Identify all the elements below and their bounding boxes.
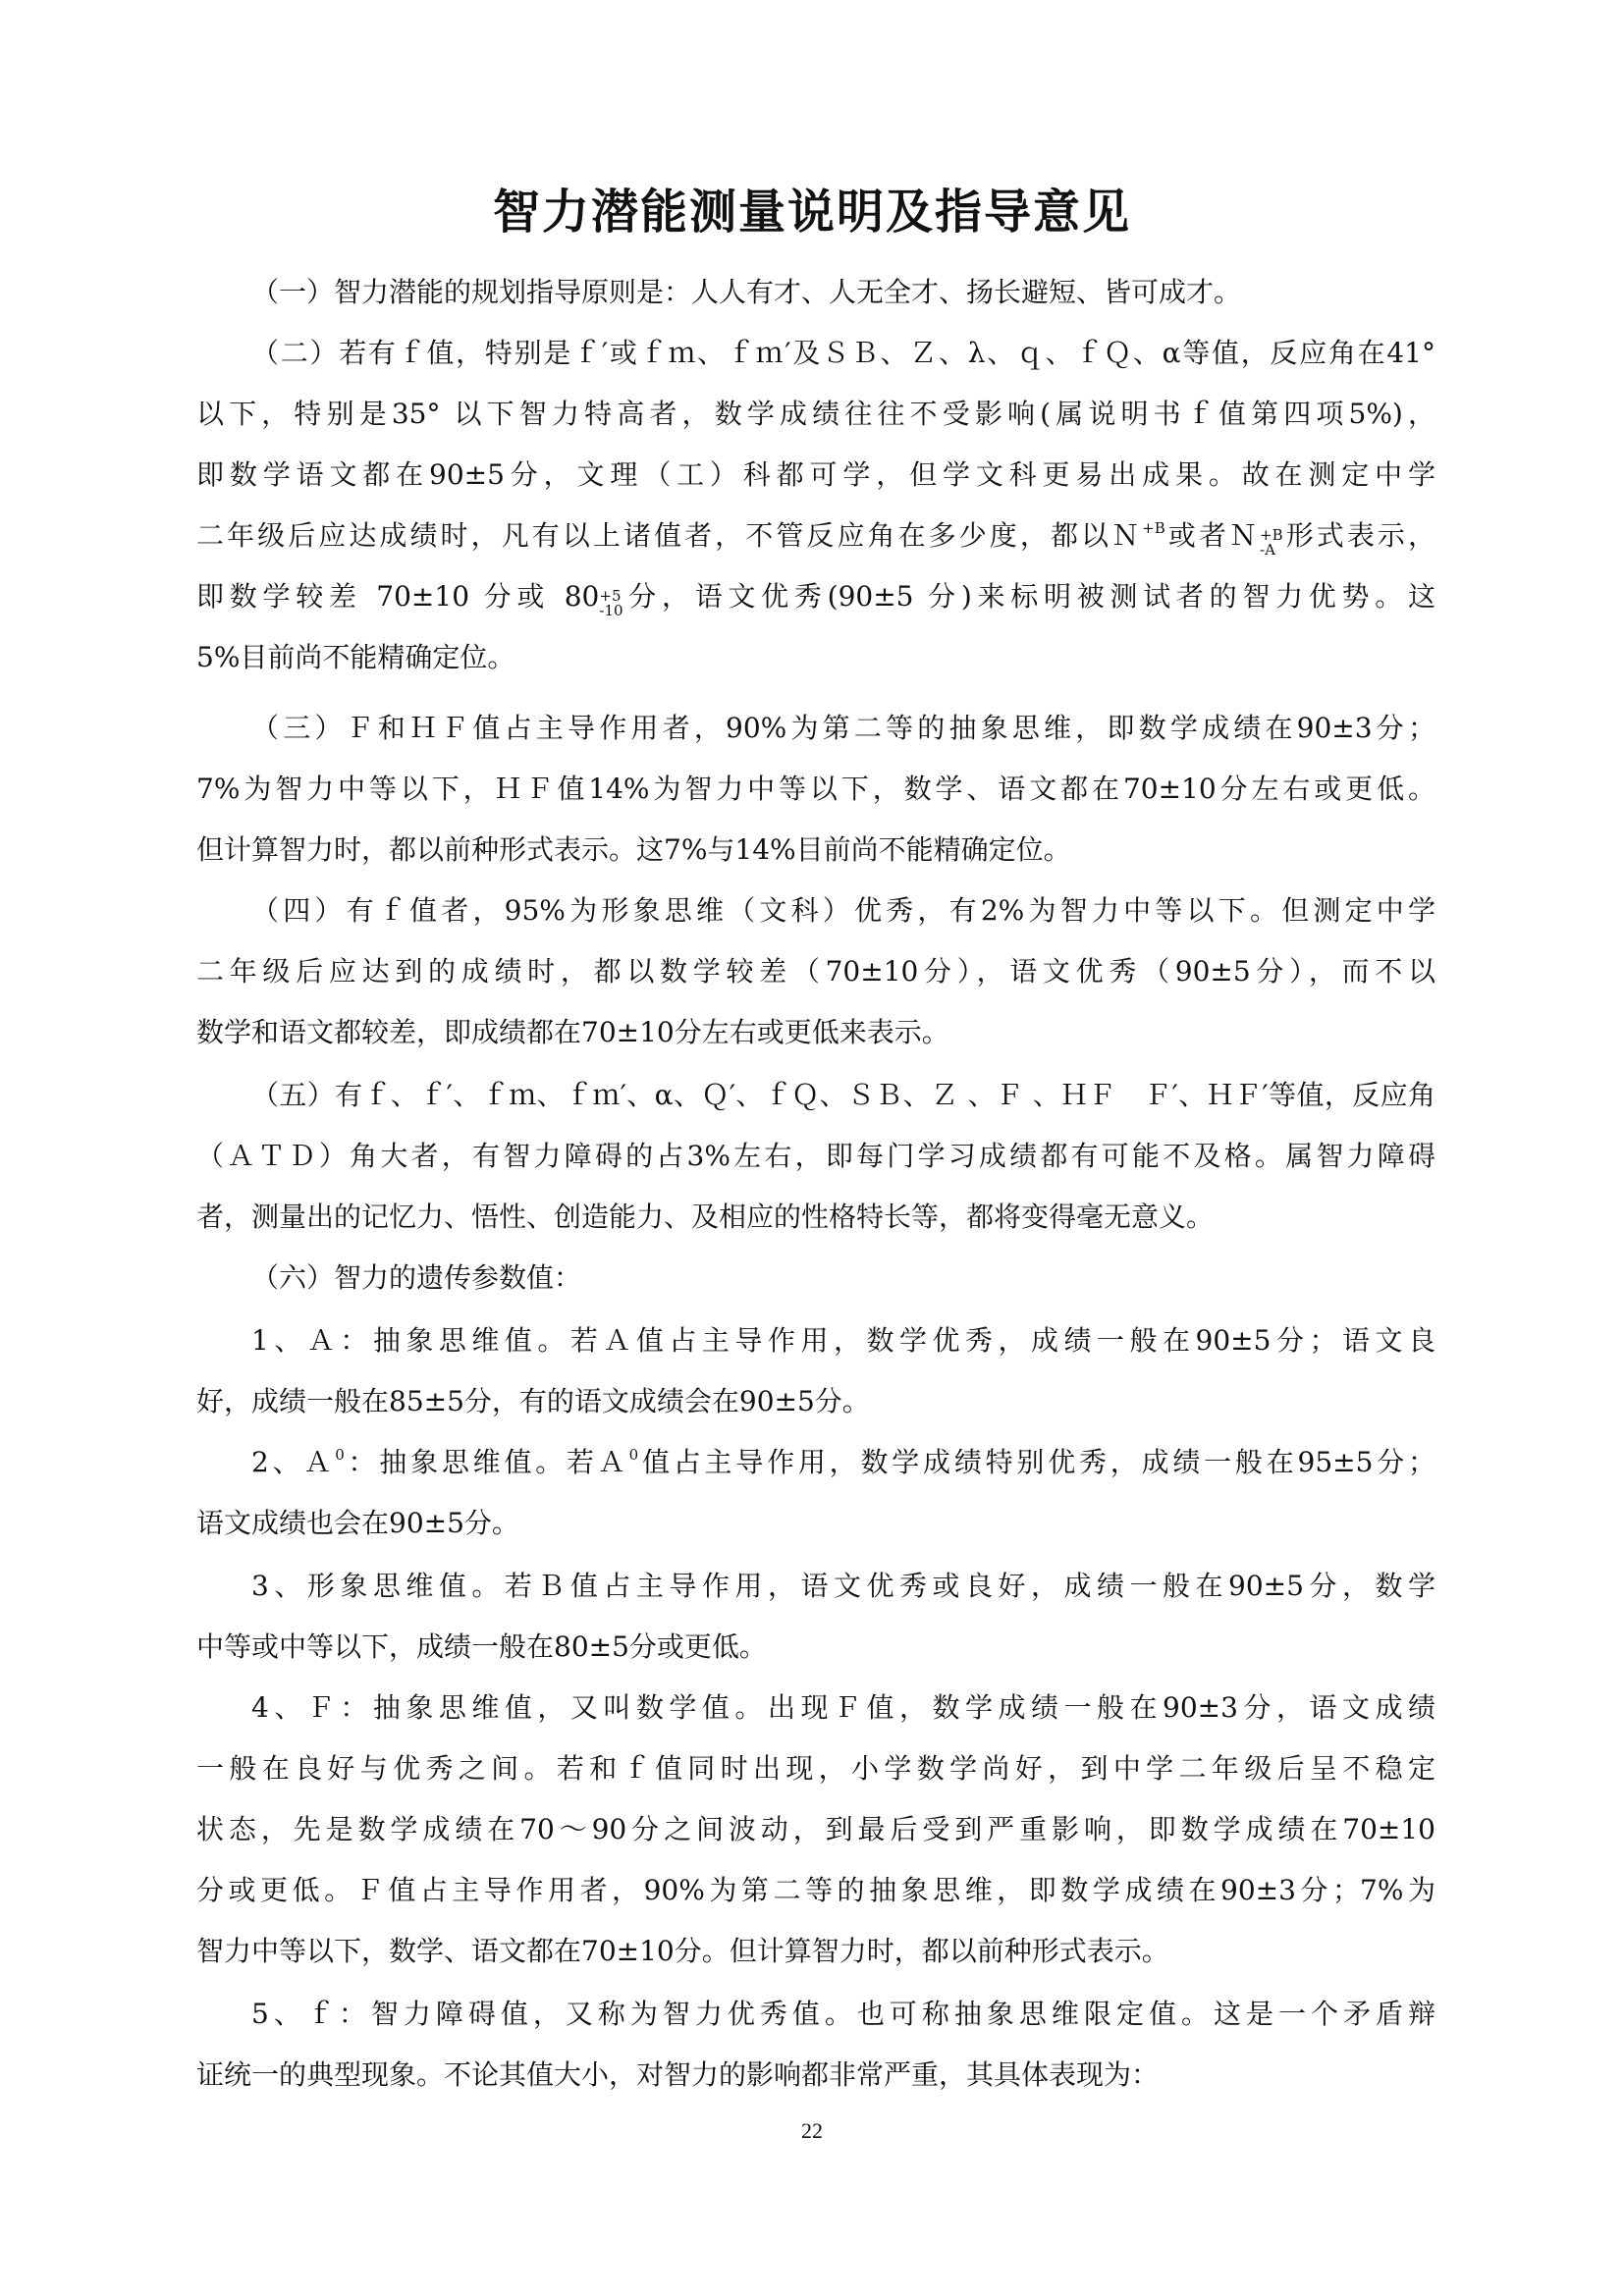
text-line: 证统一的典型现象。不论其值大小，对智力的影响都非常严重，其具体表现为： [196,2058,1160,2091]
text-line: （ＡＴＤ）角大者，有智力障碍的占3%左右，即每门学习成绩都有可能不及格。属智力障碍 [196,1140,1435,1172]
text-line [251,1441,1435,1484]
text-line: 4、Ｆ：抽象思维值，又叫数学值。出现Ｆ值，数学成绩一般在90±3分，语文成绩 [251,1691,1435,1724]
stacked-top: +B [1260,526,1283,544]
superscript: 0 [628,1446,639,1464]
text-run: 2、Ａ [251,1446,336,1478]
superscript: +B [1142,519,1165,537]
page-number: 22 [801,2118,823,2143]
text-run: 值占主导作用，数学成绩特别优秀，成绩一般在95±5分； [638,1446,1435,1478]
text-line: 者，测量出的记忆力、悟性、创造能力、及相应的性格特长等，都将变得毫无意义。 [196,1201,1215,1233]
text-line: （三）Ｆ和ＨＦ值占主导作用者，90%为第二等的抽象思维，即数学成绩在90±3分； [251,712,1435,744]
text-line: （五）有ｆ、ｆ′、ｆｍ、ｆｍ′、α、Ｑ′、ｆＱ、ＳＢ、Ｚ 、Ｆ 、ＨＦ Ｆ′、ＨＦ′等值，反应角 [251,1079,1435,1111]
text-line: 智力中等以下，数学、语文都在70±10分。但计算智力时，都以前种形式表示。 [196,1935,1169,1967]
text-line: （四）有ｆ值者，95%为形象思维（文科）优秀，有2%为智力中等以下。但测定中学 [251,894,1435,927]
text-run: 二年级后应达成绩时，凡有以上诸值者，不管反应角在多少度，都以Ｎ [196,519,1143,552]
text-line: 以下，特别是35° 以下智力特高者，数学成绩往往不受影响(属说明书ｆ值第四项5%)， [196,398,1435,430]
text-line: 一般在良好与优秀之间。若和ｆ值同时出现，小学数学尚好，到中学二年级后呈不稳定 [196,1752,1435,1785]
text-line: 语文成绩也会在90±5分。 [196,1507,519,1539]
text-run: 或者Ｎ [1164,519,1261,552]
text-run: 分，语文优秀(90±5 分)来标明被测试者的智力优势。这 [623,580,1435,613]
stacked-script [599,589,623,618]
text-line: 3、形象思维值。若Ｂ值占主导作用，语文优秀或良好，成绩一般在90±5分，数学 [251,1570,1435,1602]
text-line: 数学和语文都较差，即成绩都在70±10分左右或更低来表示。 [196,1016,949,1048]
text-line: 但计算智力时，都以前种形式表示。这7%与14%目前尚不能精确定位。 [196,833,1071,866]
text-line: （一）智力潜能的规划指导原则是：人人有才、人无全才、扬长避短、皆可成才。 [251,276,1242,308]
text-run: 形式表示， [1282,519,1435,552]
stacked-bottom: -A [1260,541,1275,558]
stacked-top: +5 [599,587,622,605]
text-line: 状态，先是数学成绩在70～90分之间波动，到最后受到严重影响，即数学成绩在70±10 [196,1813,1435,1845]
text-line: 好，成绩一般在85±5分，有的语文成绩会在90±5分。 [196,1385,870,1417]
text-line: 中等或中等以下，成绩一般在80±5分或更低。 [196,1630,767,1663]
text-line: （二）若有ｆ值，特别是ｆ′或ｆｍ、ｆｍ′及ＳＢ、Ｚ、λ、ｑ、ｆＱ、α等值，反应角在41° [251,337,1435,369]
text-line: 即数学语文都在90±5分，文理（工）科都可学，但学文科更易出成果。故在测定中学 [196,458,1435,491]
stacked-script [1260,528,1283,558]
text-line: 5、ｆ：智力障碍值，又称为智力优秀值。也可称抽象思维限定值。这是一个矛盾辩 [251,1998,1435,2030]
text-line: （六）智力的遗传参数值： [251,1261,582,1294]
text-line: 7%为智力中等以下，ＨＦ值14%为智力中等以下，数学、语文都在70±10分左右或更低。 [196,773,1435,805]
text-run: ：抽象思维值。若Ａ [344,1446,629,1478]
text-line: 二年级后应达到的成绩时，都以数学较差（70±10分），语文优秀（90±5分），而不以 [196,955,1435,988]
text-line: 分或更低。Ｆ值占主导作用者，90%为第二等的抽象思维，即数学成绩在90±3分；7%为 [196,1874,1435,1906]
page-title: 智力潜能测量说明及指导意见 [492,185,1131,240]
text-line [196,514,1435,558]
stacked-bottom: -10 [599,602,623,618]
text-line [196,575,1435,618]
superscript: 0 [335,1446,345,1464]
text-run: 即数学较差 70±10 分或 80 [196,580,600,613]
text-line: 5%目前尚不能精确定位。 [196,641,515,673]
text-line: 1、Ａ：抽象思维值。若Ａ值占主导作用，数学优秀，成绩一般在90±5分；语文良 [251,1324,1435,1357]
